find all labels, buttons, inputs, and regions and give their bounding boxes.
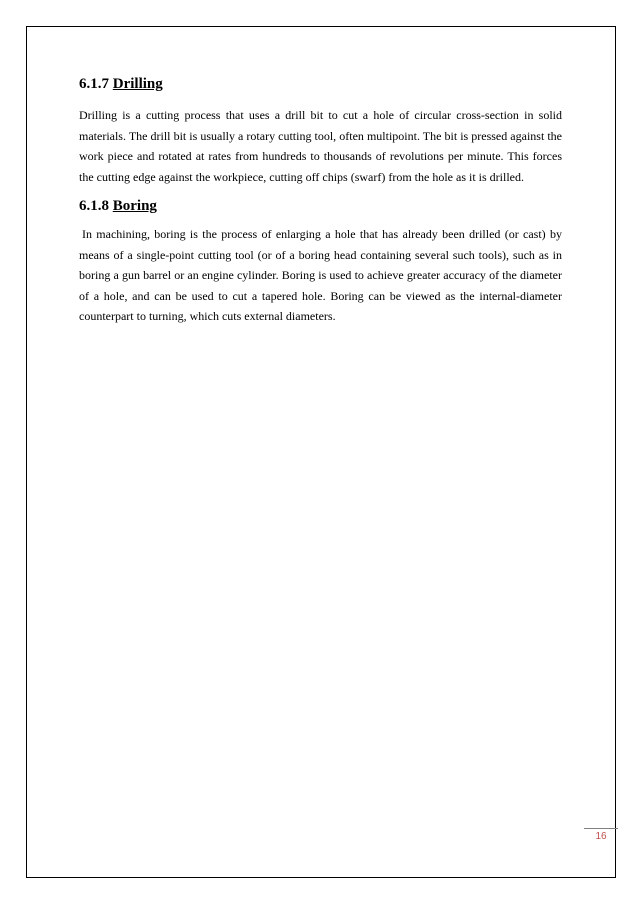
section-heading-boring: [79, 196, 562, 216]
section-title: Drilling: [112, 76, 163, 92]
section-number: 6.1.8: [79, 198, 109, 214]
page-number-rule: [584, 828, 618, 829]
section-number: 6.1.7: [79, 76, 109, 92]
document-body: [79, 74, 562, 327]
section-body-drilling: Drilling is a cutting process that uses a drill bit to cut a hole of circular cross-section in solid materials. The drill bit is usually a rotary cutting tool, often multipoint. The bit is pressed against the work piece and rotated at rates from hundreds to thousands of revolutions per minute. This forces the cutting edge against the workpiece, cutting off chips (swarf) from the hole as it is drilled.: [79, 108, 562, 184]
section-body-boring: In machining, boring is the process of enlarging a hole that has already been drilled (or cast) by means of a single-point cutting tool (or of a boring head containing several such tools), such as in boring a gun barrel or an engine cylinder. Boring is used to achieve greater accuracy of the diameter of a hole, and can be used to cut a tapered hole. Boring can be viewed as the internal-diameter counterpart to turning, which cuts external diameters.: [79, 227, 562, 323]
section-heading-drilling: [79, 74, 562, 94]
section-title: Boring: [112, 198, 157, 214]
page-number: 16: [595, 831, 607, 842]
